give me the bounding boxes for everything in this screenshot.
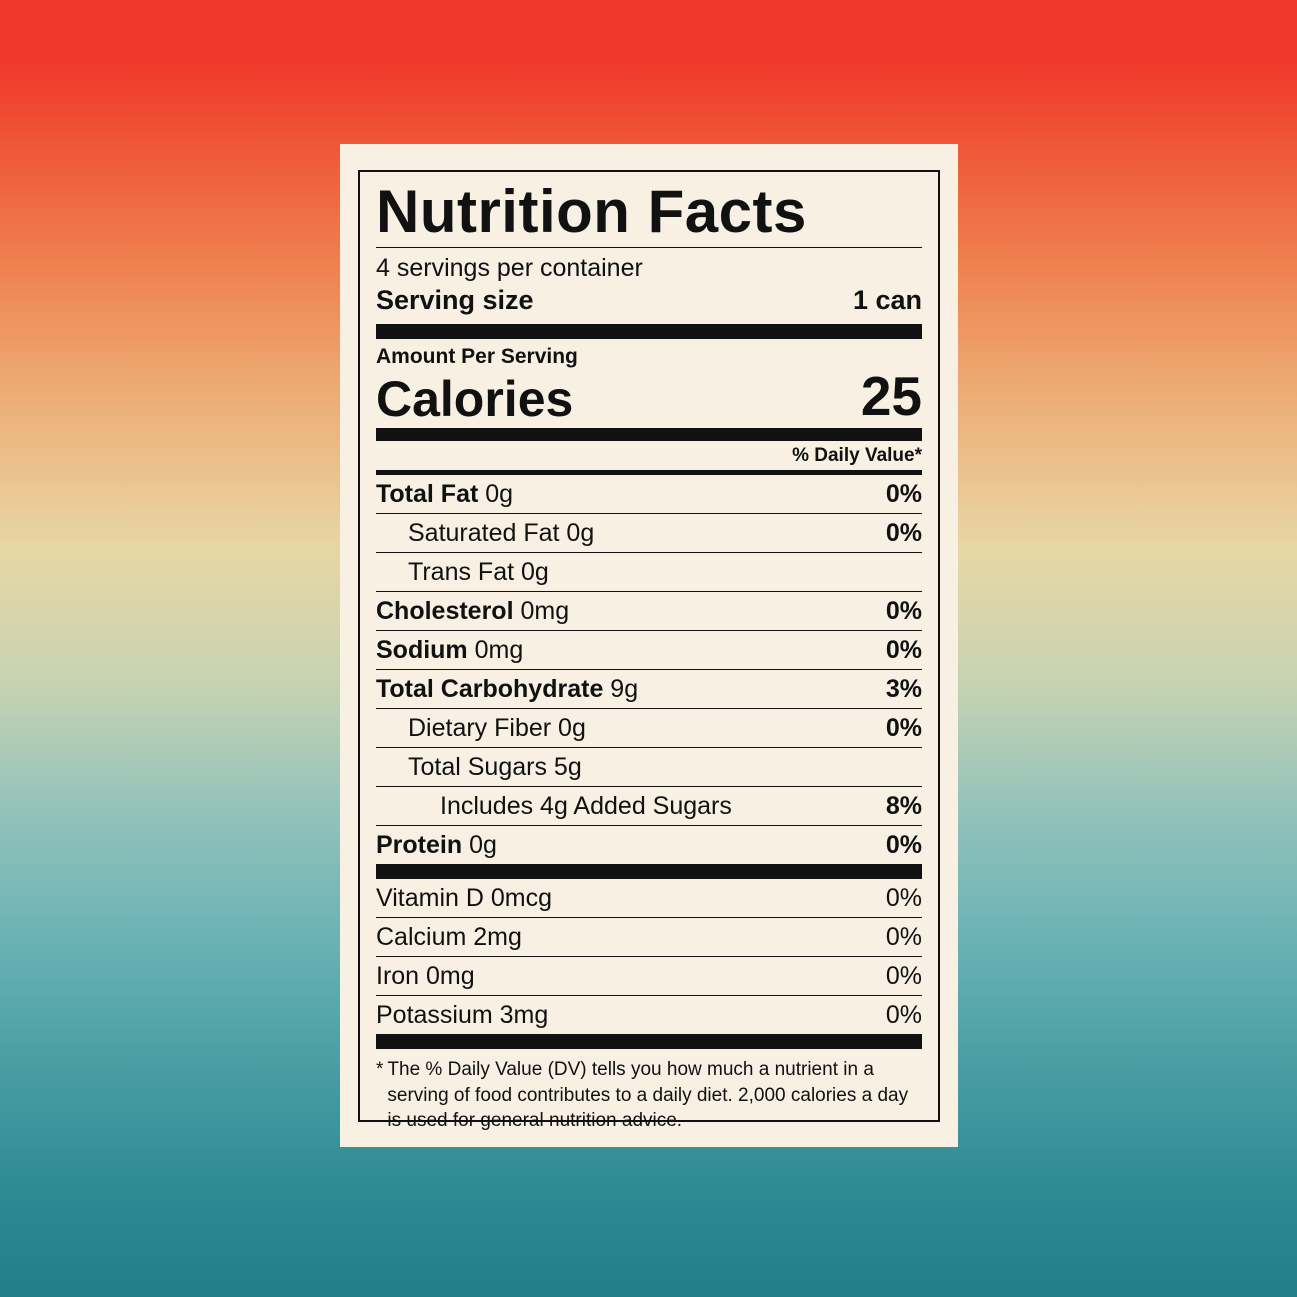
table-row — [376, 957, 922, 995]
footnote-star: * — [376, 1059, 384, 1080]
vitamin-dv: 0% — [885, 884, 922, 912]
calories-value: 25 — [860, 365, 922, 427]
table-row — [376, 631, 922, 669]
table-row — [376, 514, 922, 552]
amount-per-serving-label: Amount Per Serving — [376, 345, 578, 368]
nutrient-name: Cholesterol 0mg — [376, 597, 570, 625]
table-row — [376, 553, 922, 591]
serving-size-row — [376, 285, 922, 324]
nutrient-dv: 0% — [885, 714, 922, 742]
daily-value-header: % Daily Value* — [792, 445, 922, 466]
vitamin-name: Calcium 2mg — [376, 923, 522, 951]
table-row — [376, 748, 922, 786]
table-row — [376, 670, 922, 708]
table-row — [376, 826, 922, 864]
table-row — [376, 996, 922, 1034]
nutrient-name: Includes 4g Added Sugars — [440, 792, 732, 820]
vitamin-name: Iron 0mg — [376, 962, 475, 990]
calories-row — [376, 365, 922, 428]
nutrient-dv: 0% — [885, 636, 922, 664]
nutrient-dv: 3% — [885, 675, 922, 703]
nutrition-facts-card — [340, 144, 958, 1147]
vitamin-name: Potassium 3mg — [376, 1001, 549, 1029]
nutrient-name: Total Fat 0g — [376, 480, 514, 508]
nutrient-dv: 0% — [885, 597, 922, 625]
table-row — [376, 918, 922, 956]
table-row — [376, 709, 922, 747]
nutrient-dv: 0% — [885, 480, 922, 508]
nutrient-name: Protein 0g — [376, 831, 497, 859]
nutrient-name: Total Carbohydrate 9g — [376, 675, 639, 703]
vitamin-dv: 0% — [885, 962, 922, 990]
divider-heavy-3 — [376, 864, 922, 879]
footnote — [376, 1049, 922, 1134]
divider-heavy-2 — [376, 428, 922, 441]
nutrient-dv: 0% — [885, 519, 922, 547]
vitamin-dv: 0% — [885, 1001, 922, 1029]
divider-heavy-4 — [376, 1034, 922, 1049]
table-row — [376, 592, 922, 630]
nutrient-dv: 8% — [885, 792, 922, 820]
serving-size-value: 1 can — [852, 285, 922, 315]
servings-per-container: 4 servings per container — [376, 254, 643, 282]
vitamin-dv: 0% — [885, 923, 922, 951]
table-row — [376, 787, 922, 825]
footnote-text: The % Daily Value (DV) tells you how much a nutrient in a serving of food contributes to a daily diet. 2,000 calories a day is used for general nutrition advice. — [387, 1059, 909, 1132]
table-row — [376, 475, 922, 513]
nutrient-name: Saturated Fat 0g — [408, 519, 595, 547]
nutrient-dv: 0% — [885, 831, 922, 859]
serving-size-label: Serving size — [376, 285, 534, 315]
nutrient-name: Trans Fat 0g — [408, 558, 549, 586]
table-row — [376, 879, 922, 917]
vitamin-name: Vitamin D 0mcg — [376, 884, 552, 912]
nutrient-name: Sodium 0mg — [376, 636, 524, 664]
nutrient-name: Total Sugars 5g — [408, 753, 582, 781]
divider-heavy-1 — [376, 324, 922, 339]
calories-label: Calories — [376, 371, 574, 427]
page-title: Nutrition Facts — [376, 178, 807, 245]
nutrient-name: Dietary Fiber 0g — [408, 714, 586, 742]
nutrition-facts-panel — [358, 170, 940, 1132]
